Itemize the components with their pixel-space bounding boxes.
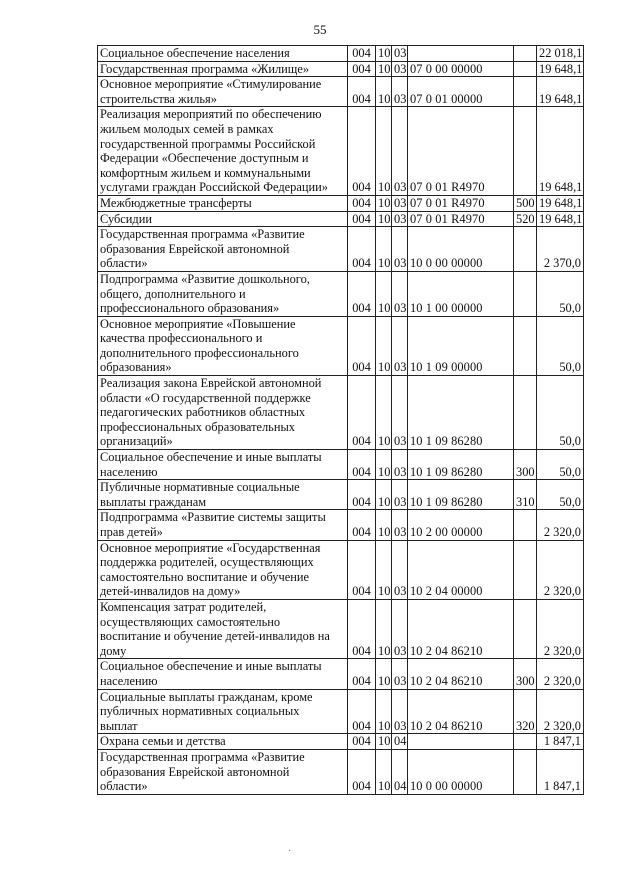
row-grbs-code: 004 xyxy=(348,450,376,480)
row-subsection-code: 03 xyxy=(392,107,408,196)
table-row xyxy=(98,227,584,272)
row-expense-type xyxy=(514,540,537,599)
table-row xyxy=(98,659,584,689)
row-name: Реализация мероприятий по обеспечению жильем молодых семей в рамках государственной программы Российской Федерации «Обеспечение доступным и комфортным жильем и коммунальными услугами граждан Российской Федерации» xyxy=(98,107,348,196)
budget-table xyxy=(97,45,584,795)
row-grbs-code: 004 xyxy=(348,227,376,272)
row-expense-type: 300 xyxy=(514,659,537,689)
row-name: Межбюджетные трансферты xyxy=(98,195,348,211)
row-grbs-code: 004 xyxy=(348,376,376,450)
row-grbs-code: 004 xyxy=(348,540,376,599)
row-target-article: 10 1 09 00000 xyxy=(408,316,514,375)
table-row xyxy=(98,61,584,77)
row-section-code: 10 xyxy=(376,510,392,540)
row-section-code: 10 xyxy=(376,211,392,227)
row-subsection-code: 03 xyxy=(392,480,408,510)
row-amount: 19 648,1 xyxy=(537,195,584,211)
row-subsection-code: 03 xyxy=(392,195,408,211)
table-row xyxy=(98,271,584,316)
table-row xyxy=(98,376,584,450)
row-name: Публичные нормативные социальные выплаты гражданам xyxy=(98,480,348,510)
row-subsection-code: 04 xyxy=(392,749,408,794)
row-amount: 50,0 xyxy=(537,480,584,510)
row-amount: 1 847,1 xyxy=(537,734,584,750)
row-subsection-code: 03 xyxy=(392,61,408,77)
row-expense-type xyxy=(514,734,537,750)
row-subsection-code: 03 xyxy=(392,46,408,62)
row-grbs-code: 004 xyxy=(348,271,376,316)
row-name: Основное мероприятие «Государственная поддержка родителей, осуществляющих самостоятельно воспитание и обучение детей-инвалидов на дому» xyxy=(98,540,348,599)
row-target-article: 10 1 09 86280 xyxy=(408,450,514,480)
table-row xyxy=(98,510,584,540)
row-section-code: 10 xyxy=(376,376,392,450)
row-subsection-code: 03 xyxy=(392,376,408,450)
row-target-article: 10 1 00 00000 xyxy=(408,271,514,316)
row-name: Социальное обеспечение и иные выплаты населению xyxy=(98,659,348,689)
row-name: Субсидии xyxy=(98,211,348,227)
table-row xyxy=(98,689,584,734)
row-subsection-code: 03 xyxy=(392,540,408,599)
row-expense-type xyxy=(514,227,537,272)
row-section-code: 10 xyxy=(376,734,392,750)
row-name: Основное мероприятие «Повышение качества профессионального и дополнительного профессионального образования» xyxy=(98,316,348,375)
row-expense-type xyxy=(514,61,537,77)
row-amount: 22 018,1 xyxy=(537,46,584,62)
row-grbs-code: 004 xyxy=(348,46,376,62)
table-row xyxy=(98,107,584,196)
table-row xyxy=(98,46,584,62)
row-grbs-code: 004 xyxy=(348,107,376,196)
row-target-article: 07 0 01 R4970 xyxy=(408,211,514,227)
row-amount: 2 320,0 xyxy=(537,510,584,540)
row-expense-type: 300 xyxy=(514,450,537,480)
row-grbs-code: 004 xyxy=(348,61,376,77)
row-grbs-code: 004 xyxy=(348,659,376,689)
row-section-code: 10 xyxy=(376,316,392,375)
row-section-code: 10 xyxy=(376,77,392,107)
table-row xyxy=(98,211,584,227)
row-expense-type xyxy=(514,599,537,658)
row-grbs-code: 004 xyxy=(348,211,376,227)
row-target-article: 10 2 04 00000 xyxy=(408,540,514,599)
row-amount: 2 370,0 xyxy=(537,227,584,272)
row-amount: 2 320,0 xyxy=(537,689,584,734)
row-subsection-code: 03 xyxy=(392,510,408,540)
scan-mark: · xyxy=(288,846,292,857)
row-target-article: 10 2 00 00000 xyxy=(408,510,514,540)
row-amount: 19 648,1 xyxy=(537,211,584,227)
row-target-article: 10 1 09 86280 xyxy=(408,376,514,450)
row-amount: 19 648,1 xyxy=(537,61,584,77)
row-grbs-code: 004 xyxy=(348,689,376,734)
row-amount: 19 648,1 xyxy=(537,77,584,107)
row-grbs-code: 004 xyxy=(348,195,376,211)
table-row xyxy=(98,77,584,107)
table-row xyxy=(98,450,584,480)
row-section-code: 10 xyxy=(376,107,392,196)
row-name: Государственная программа «Развитие образования Еврейской автономной области» xyxy=(98,227,348,272)
row-subsection-code: 03 xyxy=(392,599,408,658)
row-section-code: 10 xyxy=(376,749,392,794)
row-amount: 50,0 xyxy=(537,271,584,316)
table-row xyxy=(98,480,584,510)
row-name: Основное мероприятие «Стимулирование строительства жилья» xyxy=(98,77,348,107)
row-target-article: 10 2 04 86210 xyxy=(408,599,514,658)
row-subsection-code: 03 xyxy=(392,689,408,734)
row-amount: 50,0 xyxy=(537,316,584,375)
row-expense-type xyxy=(514,271,537,316)
row-name: Социальные выплаты гражданам, кроме публичных нормативных социальных выплат xyxy=(98,689,348,734)
table-row xyxy=(98,540,584,599)
row-section-code: 10 xyxy=(376,659,392,689)
row-grbs-code: 004 xyxy=(348,599,376,658)
row-section-code: 10 xyxy=(376,195,392,211)
row-target-article: 07 0 01 R4970 xyxy=(408,107,514,196)
row-section-code: 10 xyxy=(376,480,392,510)
row-amount: 50,0 xyxy=(537,376,584,450)
row-subsection-code: 03 xyxy=(392,77,408,107)
row-target-article: 07 0 01 R4970 xyxy=(408,195,514,211)
row-grbs-code: 004 xyxy=(348,734,376,750)
row-amount: 2 320,0 xyxy=(537,540,584,599)
table-row xyxy=(98,599,584,658)
row-grbs-code: 004 xyxy=(348,77,376,107)
row-expense-type: 520 xyxy=(514,211,537,227)
row-subsection-code: 03 xyxy=(392,659,408,689)
row-name: Государственная программа «Развитие образования Еврейской автономной области» xyxy=(98,749,348,794)
row-expense-type xyxy=(514,107,537,196)
row-target-article: 10 2 04 86210 xyxy=(408,659,514,689)
row-expense-type: 310 xyxy=(514,480,537,510)
row-expense-type xyxy=(514,510,537,540)
row-name: Социальное обеспечение и иные выплаты населению xyxy=(98,450,348,480)
row-section-code: 10 xyxy=(376,61,392,77)
row-grbs-code: 004 xyxy=(348,749,376,794)
row-expense-type xyxy=(514,376,537,450)
row-expense-type xyxy=(514,316,537,375)
row-section-code: 10 xyxy=(376,271,392,316)
row-target-article xyxy=(408,46,514,62)
row-amount: 1 847,1 xyxy=(537,749,584,794)
row-section-code: 10 xyxy=(376,46,392,62)
row-target-article xyxy=(408,734,514,750)
row-target-article: 10 0 00 00000 xyxy=(408,749,514,794)
row-expense-type: 500 xyxy=(514,195,537,211)
row-name: Государственная программа «Жилище» xyxy=(98,61,348,77)
row-section-code: 10 xyxy=(376,450,392,480)
row-subsection-code: 03 xyxy=(392,450,408,480)
row-amount: 2 320,0 xyxy=(537,659,584,689)
row-section-code: 10 xyxy=(376,227,392,272)
row-section-code: 10 xyxy=(376,599,392,658)
row-grbs-code: 004 xyxy=(348,510,376,540)
table-row xyxy=(98,749,584,794)
row-subsection-code: 04 xyxy=(392,734,408,750)
row-amount: 50,0 xyxy=(537,450,584,480)
table-row xyxy=(98,734,584,750)
row-subsection-code: 03 xyxy=(392,227,408,272)
row-expense-type xyxy=(514,749,537,794)
row-name: Социальное обеспечение населения xyxy=(98,46,348,62)
row-target-article: 07 0 00 00000 xyxy=(408,61,514,77)
row-target-article: 07 0 01 00000 xyxy=(408,77,514,107)
row-subsection-code: 03 xyxy=(392,211,408,227)
row-expense-type: 320 xyxy=(514,689,537,734)
row-name: Подпрограмма «Развитие системы защиты прав детей» xyxy=(98,510,348,540)
row-target-article: 10 2 04 86210 xyxy=(408,689,514,734)
table-row xyxy=(98,316,584,375)
table-row xyxy=(98,195,584,211)
row-expense-type xyxy=(514,46,537,62)
row-expense-type xyxy=(514,77,537,107)
row-name: Реализация закона Еврейской автономной области «О государственной поддержке педагогических работников областных профессиональных образовательных организаций» xyxy=(98,376,348,450)
row-section-code: 10 xyxy=(376,689,392,734)
row-target-article: 10 0 00 00000 xyxy=(408,227,514,272)
row-subsection-code: 03 xyxy=(392,271,408,316)
row-name: Охрана семьи и детства xyxy=(98,734,348,750)
row-target-article: 10 1 09 86280 xyxy=(408,480,514,510)
page-number: 55 xyxy=(313,22,327,37)
row-grbs-code: 004 xyxy=(348,316,376,375)
row-section-code: 10 xyxy=(376,540,392,599)
row-amount: 19 648,1 xyxy=(537,107,584,196)
row-grbs-code: 004 xyxy=(348,480,376,510)
row-name: Компенсация затрат родителей, осуществляющих самостоятельно воспитание и обучение детей-инвалидов на дому xyxy=(98,599,348,658)
row-subsection-code: 03 xyxy=(392,316,408,375)
row-name: Подпрограмма «Развитие дошкольного, общего, дополнительного и профессионального образования» xyxy=(98,271,348,316)
row-amount: 2 320,0 xyxy=(537,599,584,658)
